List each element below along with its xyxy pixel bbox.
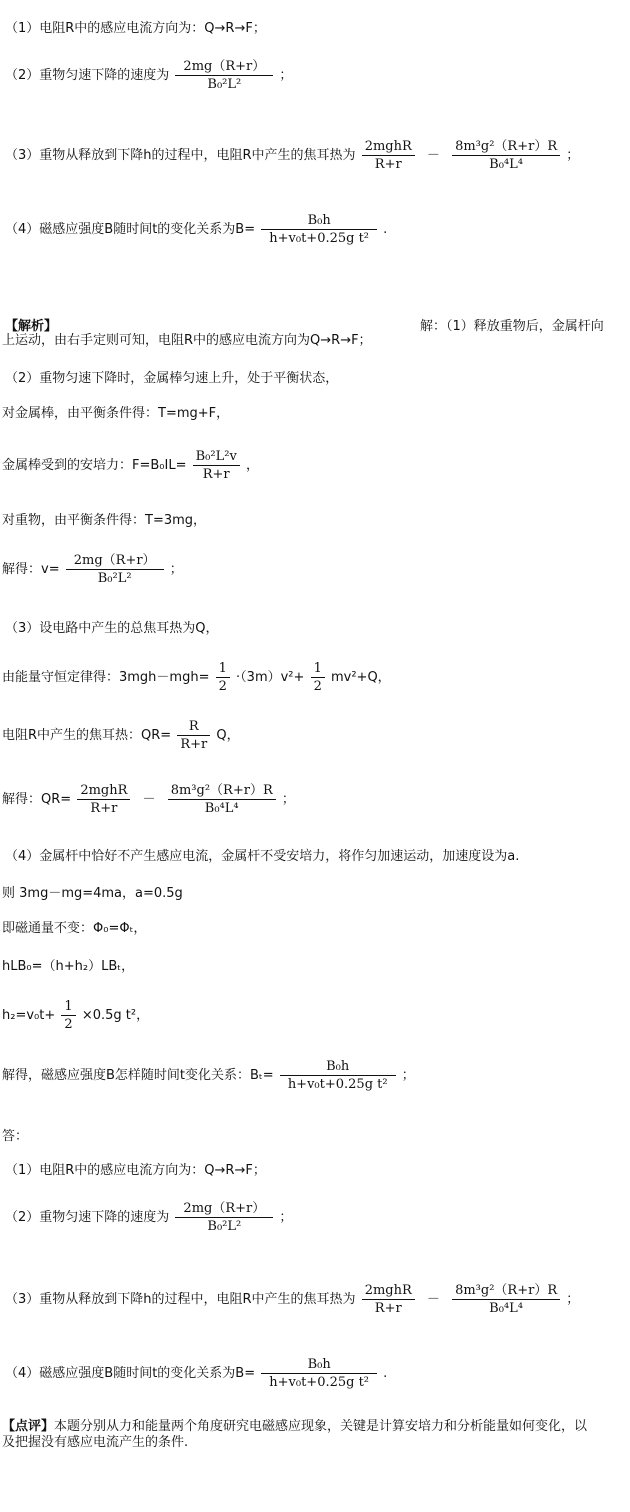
fraction: $\frac{\text{B₀h}}{\text{h+v₀t+0.25g t²}}$ <box>261 212 377 247</box>
bottom-answer-4: （4）磁感应强度B随时间t的变化关系为B= $\frac{\text{B₀h}}{\text{h+v₀t+0.25g t²}}$ . <box>5 1357 388 1390</box>
fraction: $\frac{1}{2}$ <box>311 660 325 695</box>
fraction: $\frac{\text{2mghR}}{R+r}$ <box>362 138 415 173</box>
fraction: $\frac{\text{B₀²L²v}}{R+r}$ <box>193 448 240 483</box>
fraction: $\frac{1}{2}$ <box>216 660 230 695</box>
analysis-step-3: （3）设电路中产生的总焦耳热为Q， <box>5 621 219 636</box>
analysis-acceleration: 则 3mg－mg=4ma，a=0.5g <box>2 886 183 901</box>
comment-line-2: 及把握没有感应电流产生的条件. <box>2 1435 189 1450</box>
fraction: $\frac{\text{8m³g²（R+r）R}}{\text{B₀⁴L⁴}}$ <box>452 138 560 173</box>
fraction: $\frac{\text{8m³g²（R+r）R}}{\text{B₀⁴L⁴}}$ <box>168 782 276 817</box>
analysis-step-4: （4）金属杆中恰好不产生感应电流，金属杆不受安培力，将作匀加速运动，加速度设为a. <box>5 849 520 864</box>
bottom-answer-3: （3）重物从释放到下降h的过程中，电阻R中产生的焦耳热为 $\frac{\text{2mghR}}{R+r}$ － $\frac{\text{8m³g²（R+r）R}}{\text{B₀⁴L⁴}}$ ； <box>5 1283 580 1316</box>
analysis-rod-equilibrium: 对金属棒，由平衡条件得：T=mg+F， <box>2 406 230 421</box>
fraction: $\frac{2mg(R+r)}{\text{B₀²L²}}$ <box>175 58 273 93</box>
bottom-answer-2: （2）重物匀速下降的速度为 $\frac{2mg(R+r)}{\text{B₀²L²}}$ ； <box>5 1201 293 1234</box>
answer-label: 答： <box>2 1129 29 1144</box>
analysis-ampere-force: 金属棒受到的安培力：F=B₀IL= $\frac{\text{B₀²L²v}}{R+r}$ ， <box>2 449 259 482</box>
analysis-energy-conservation: 由能量守恒定律得：3mgh－mgh= $\frac{1}{2}$ ·（3m）v²+ $\frac{1}{2}$ mv²+Q， <box>2 661 391 694</box>
fraction: $\frac{2mg(R+r)}{\text{B₀²L²}}$ <box>175 1200 273 1235</box>
analysis-intro-cont: 上运动，由右手定则可知，电阻R中的感应电流方向为Q→R→F； <box>2 333 372 348</box>
analysis-weight-equilibrium: 对重物，由平衡条件得：T=3mg， <box>2 513 207 528</box>
analysis-flux-equation: hLB₀=（h+h₂）LBₜ， <box>2 959 135 974</box>
fraction: $\frac{\text{2mghR}}{R+r}$ <box>77 782 130 817</box>
top-answer-2: （2）重物匀速下降的速度为 $\frac{2mg(R+r)}{\text{B₀²L²}}$ ； <box>5 59 293 92</box>
analysis-resistor-heat: 电阻R中产生的焦耳热：QR= $\frac{R}{R+r}$ Q， <box>2 719 240 752</box>
analysis-displacement: h₂=v₀t+ $\frac{1}{2}$ ×0.5g t²， <box>2 999 150 1032</box>
fraction: $\frac{\text{B₀h}}{\text{h+v₀t+0.25g t²}}$ <box>261 1356 377 1391</box>
bottom-answer-1: （1）电阻R中的感应电流方向为：Q→R→F； <box>5 1163 266 1178</box>
top-answer-3: （3）重物从释放到下降h的过程中，电阻R中产生的焦耳热为 $\frac{\text{2mghR}}{R+r}$ － $\frac{\text{8m³g²（R+r）R}}{\text{B₀⁴L⁴}}$ ； <box>5 139 580 172</box>
fraction: $\frac{1}{2}$ <box>61 998 75 1033</box>
top-answer-4: （4）磁感应强度B随时间t的变化关系为B= $\frac{\text{B₀h}}{\text{h+v₀t+0.25g t²}}$ . <box>5 213 388 246</box>
analysis-heat-result: 解得：QR= $\frac{\text{2mghR}}{R+r}$ － $\frac{\text{8m³g²（R+r）R}}{\text{B₀⁴L⁴}}$ ； <box>2 783 295 816</box>
fraction: $\frac{\text{B₀h}}{\text{h+v₀t+0.25g t²}}$ <box>280 1058 396 1093</box>
fraction: $\frac{\text{8m³g²（R+r）R}}{\text{B₀⁴L⁴}}$ <box>452 1282 560 1317</box>
analysis-velocity-result: 解得：v= $\frac{2mg(R+r)}{\text{B₀²L²}}$ ； <box>2 553 183 586</box>
analysis-field-result: 解得，磁感应强度B怎样随时间t变化关系：Bₜ= $\frac{\text{B₀h}}{\text{h+v₀t+0.25g t²}}$ ； <box>2 1059 415 1092</box>
fraction: $\frac{R}{R+r}$ <box>177 718 210 753</box>
analysis-flux-constant: 即磁通量不变：Φ₀=Φₜ， <box>2 921 147 936</box>
analysis-label: 【解析】 <box>5 319 58 334</box>
fraction: $\frac{2mg(R+r)}{\text{B₀²L²}}$ <box>66 552 164 587</box>
analysis-step-2: （2）重物匀速下降时，金属棒匀速上升，处于平衡状态， <box>5 371 339 386</box>
analysis-intro-right: 解：（1）释放重物后，金属杆向 <box>420 319 604 334</box>
top-answer-1: （1）电阻R中的感应电流方向为：Q→R→F； <box>5 21 266 36</box>
fraction: $\frac{\text{2mghR}}{R+r}$ <box>362 1282 415 1317</box>
comment-line-1: 【点评】本题分别从力和能量两个角度研究电磁感应现象，关键是计算安培力和分析能量如何变化，以 <box>2 1419 588 1434</box>
